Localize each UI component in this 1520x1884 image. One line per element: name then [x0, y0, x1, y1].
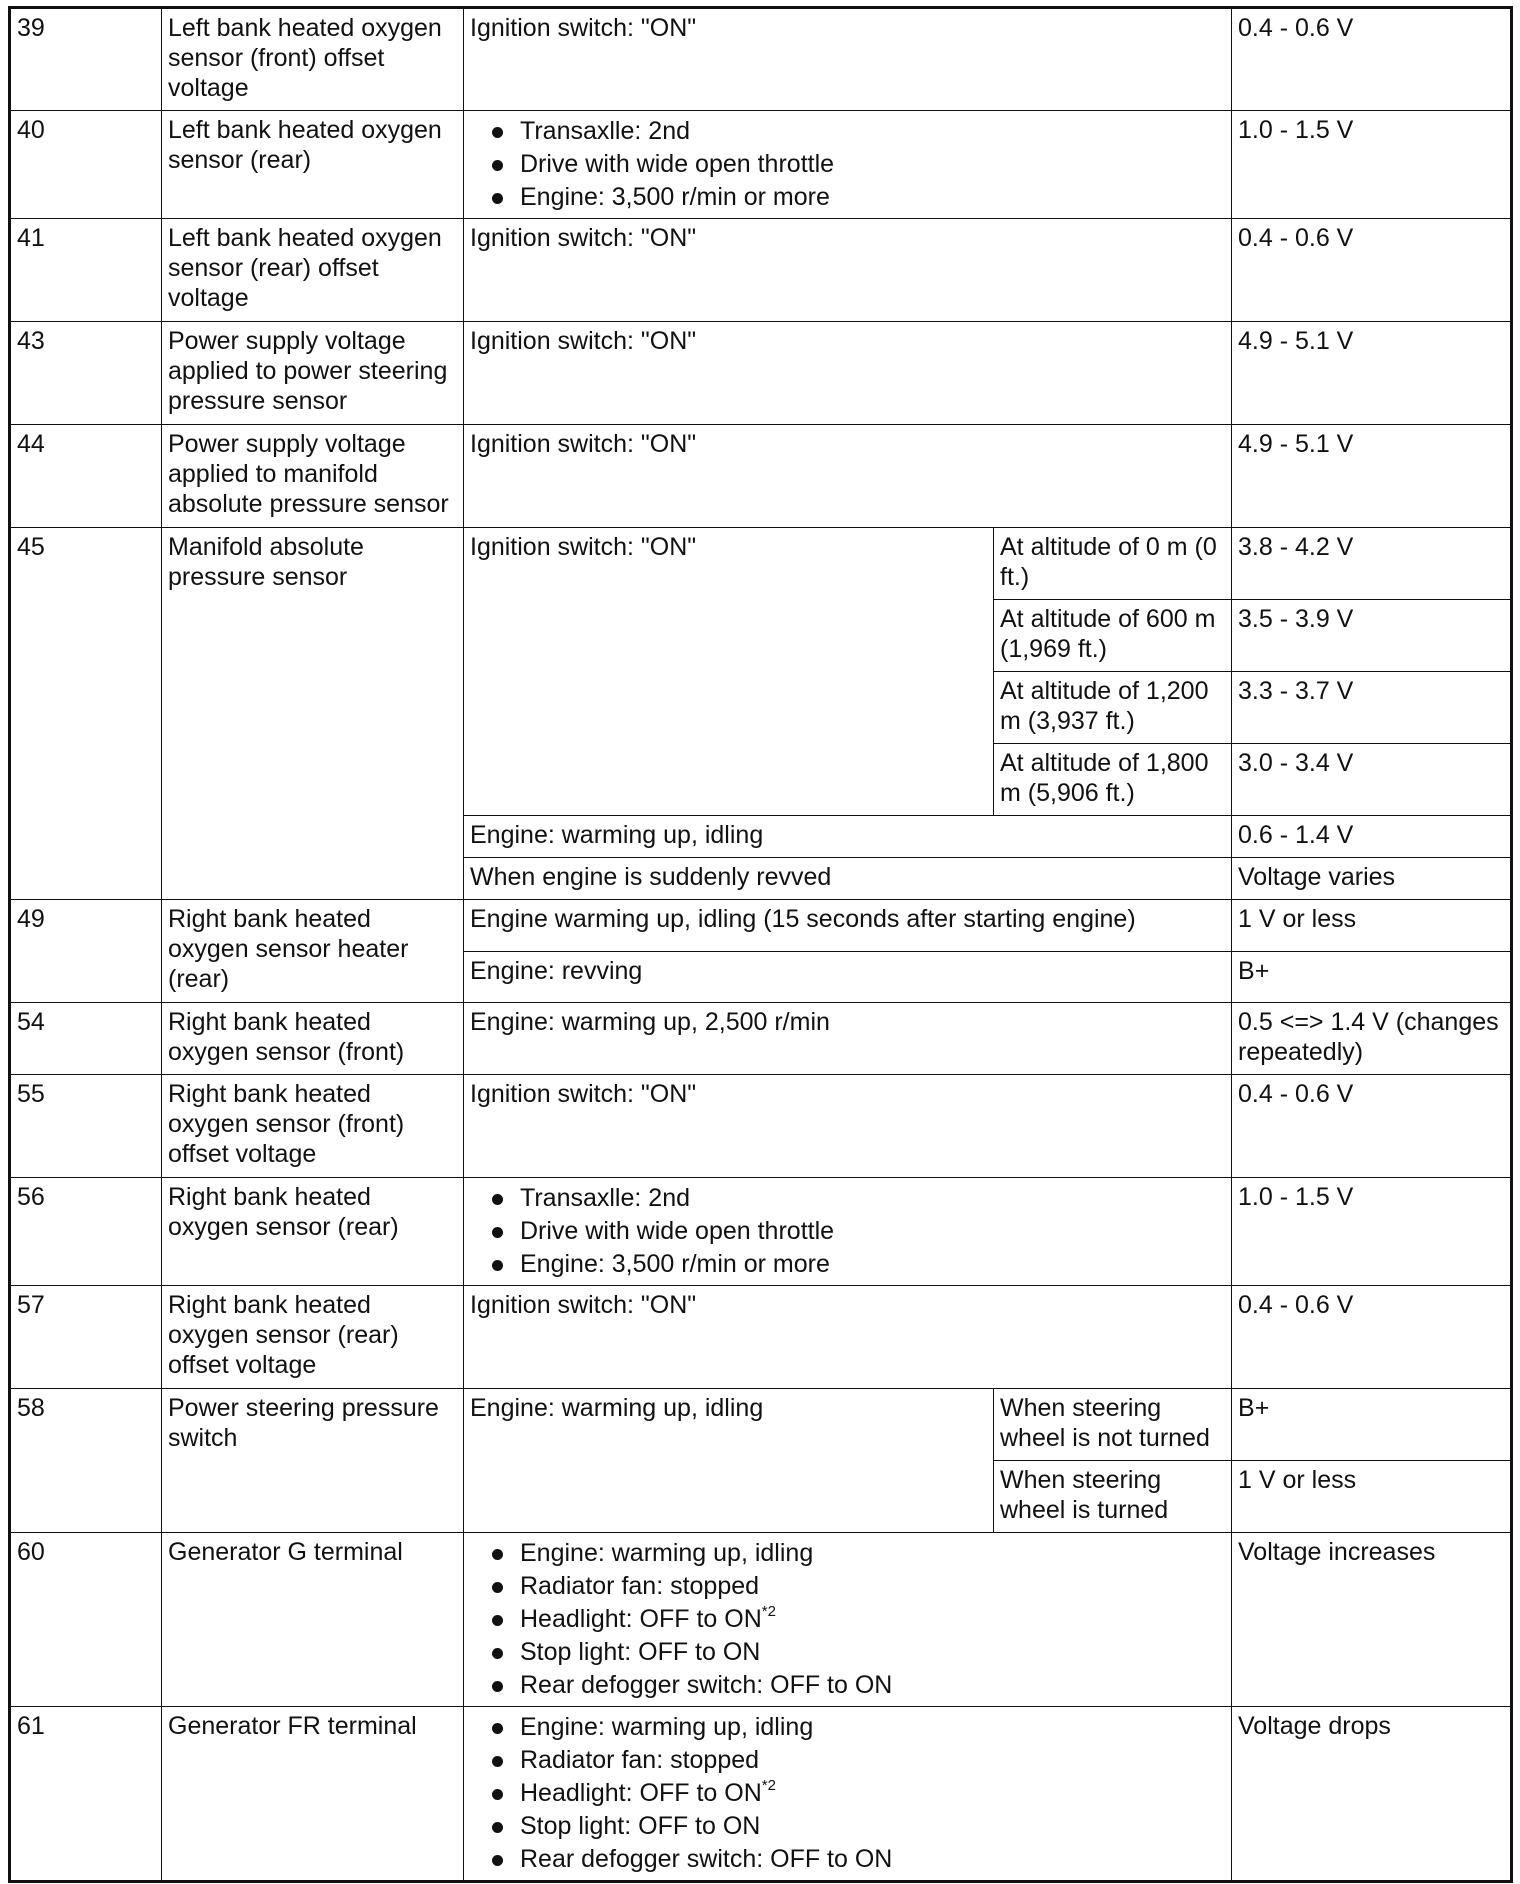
terminal-no: 61	[10, 1707, 162, 1882]
condition-cell: Engine: warming up, idling	[464, 816, 1232, 858]
list-item: Rear defogger switch: OFF to ON	[470, 1669, 1225, 1702]
condition-cell: Ignition switch: "ON"	[464, 8, 1232, 111]
value-cell: 4.9 - 5.1 V	[1232, 322, 1512, 425]
terminal-no: 43	[10, 322, 162, 425]
terminal-no: 60	[10, 1533, 162, 1707]
list-item: Radiator fan: stopped	[470, 1570, 1225, 1603]
condition-list	[470, 1182, 1225, 1281]
item-cell: Left bank heated oxygen sensor (rear)	[162, 111, 464, 219]
table-row	[10, 1003, 1512, 1075]
value-cell: Voltage varies	[1232, 858, 1512, 900]
sub-condition-cell: At altitude of 0 m (0 ft.)	[994, 528, 1232, 600]
item-cell: Right bank heated oxygen sensor (front) offset voltage	[162, 1075, 464, 1178]
condition-cell: When engine is suddenly revved	[464, 858, 1232, 900]
table-row	[10, 111, 1512, 219]
list-item: Stop light: OFF to ON	[470, 1636, 1225, 1669]
terminal-no: 45	[10, 528, 162, 900]
value-cell: 3.8 - 4.2 V	[1232, 528, 1512, 600]
table-row	[10, 1178, 1512, 1286]
value-cell: Voltage increases	[1232, 1533, 1512, 1707]
item-cell: Left bank heated oxygen sensor (rear) offset voltage	[162, 219, 464, 322]
terminal-no: 56	[10, 1178, 162, 1286]
value-cell: B+	[1232, 1389, 1512, 1461]
table-row	[10, 528, 1512, 600]
terminal-no: 40	[10, 111, 162, 219]
value-cell: 1 V or less	[1232, 900, 1512, 952]
item-cell: Generator FR terminal	[162, 1707, 464, 1882]
table-row	[10, 219, 1512, 322]
condition-cell: Ignition switch: "ON"	[464, 322, 1232, 425]
item-cell: Power supply voltage applied to power steering pressure sensor	[162, 322, 464, 425]
list-item: Engine: 3,500 r/min or more	[470, 1248, 1225, 1281]
footnote-mark: *2	[761, 1776, 776, 1794]
terminal-no: 44	[10, 425, 162, 528]
value-cell: 1.0 - 1.5 V	[1232, 111, 1512, 219]
list-item	[470, 1603, 1225, 1636]
terminal-no: 54	[10, 1003, 162, 1075]
terminal-no: 55	[10, 1075, 162, 1178]
table-row	[10, 1533, 1512, 1707]
condition-cell: Engine: warming up, 2,500 r/min	[464, 1003, 1232, 1075]
condition-list	[470, 115, 1225, 214]
value-cell: B+	[1232, 952, 1512, 1003]
sub-condition-cell: When steering wheel is not turned	[994, 1389, 1232, 1461]
list-item: Drive with wide open throttle	[470, 1215, 1225, 1248]
item-cell: Left bank heated oxygen sensor (front) offset voltage	[162, 8, 464, 111]
condition-cell: Ignition switch: "ON"	[464, 219, 1232, 322]
sub-condition-cell: At altitude of 1,800 m (5,906 ft.)	[994, 744, 1232, 816]
list-item: Engine: 3,500 r/min or more	[470, 181, 1225, 214]
table-row	[10, 8, 1512, 111]
list-item: Radiator fan: stopped	[470, 1744, 1225, 1777]
item-cell: Manifold absolute pressure sensor	[162, 528, 464, 900]
value-cell: 0.4 - 0.6 V	[1232, 1075, 1512, 1178]
list-item-text: Headlight: OFF to ON	[520, 1605, 762, 1633]
list-item: Engine: warming up, idling	[470, 1711, 1225, 1744]
condition-list	[470, 1537, 1225, 1702]
table-row	[10, 425, 1512, 528]
item-cell: Right bank heated oxygen sensor (front)	[162, 1003, 464, 1075]
value-cell: 1.0 - 1.5 V	[1232, 1178, 1512, 1286]
value-cell: 3.0 - 3.4 V	[1232, 744, 1512, 816]
table-row	[10, 1707, 1512, 1882]
value-cell: 4.9 - 5.1 V	[1232, 425, 1512, 528]
condition-cell: Ignition switch: "ON"	[464, 1075, 1232, 1178]
value-cell: 0.4 - 0.6 V	[1232, 1286, 1512, 1389]
terminal-no: 41	[10, 219, 162, 322]
value-cell: 3.5 - 3.9 V	[1232, 600, 1512, 672]
terminal-voltage-table	[8, 6, 1513, 1883]
condition-cell	[464, 1533, 1232, 1707]
condition-list	[470, 1711, 1225, 1876]
item-cell: Right bank heated oxygen sensor heater (rear)	[162, 900, 464, 1003]
list-item	[470, 1777, 1225, 1810]
condition-cell: Engine warming up, idling (15 seconds after starting engine)	[464, 900, 1232, 952]
item-cell: Right bank heated oxygen sensor (rear)	[162, 1178, 464, 1286]
item-cell: Power supply voltage applied to manifold absolute pressure sensor	[162, 425, 464, 528]
condition-cell: Ignition switch: "ON"	[464, 1286, 1232, 1389]
item-cell: Right bank heated oxygen sensor (rear) offset voltage	[162, 1286, 464, 1389]
list-item: Drive with wide open throttle	[470, 148, 1225, 181]
condition-cell: Ignition switch: "ON"	[464, 425, 1232, 528]
value-cell: 1 V or less	[1232, 1461, 1512, 1533]
condition-cell	[464, 1178, 1232, 1286]
table-row	[10, 900, 1512, 952]
value-cell: 3.3 - 3.7 V	[1232, 672, 1512, 744]
value-cell: 0.4 - 0.6 V	[1232, 8, 1512, 111]
terminal-no: 58	[10, 1389, 162, 1533]
footnote-mark: *2	[761, 1602, 776, 1620]
list-item: Rear defogger switch: OFF to ON	[470, 1843, 1225, 1876]
table-row	[10, 1075, 1512, 1178]
condition-cell: Ignition switch: "ON"	[464, 528, 994, 816]
condition-cell: Engine: revving	[464, 952, 1232, 1003]
value-cell: 0.5 <=> 1.4 V (changes repeatedly)	[1232, 1003, 1512, 1075]
value-cell: 0.6 - 1.4 V	[1232, 816, 1512, 858]
sub-condition-cell: At altitude of 600 m (1,969 ft.)	[994, 600, 1232, 672]
condition-cell	[464, 111, 1232, 219]
list-item-text: Headlight: OFF to ON	[520, 1779, 762, 1807]
table-row	[10, 1286, 1512, 1389]
list-item: Transaxlle: 2nd	[470, 115, 1225, 148]
list-item: Stop light: OFF to ON	[470, 1810, 1225, 1843]
list-item: Engine: warming up, idling	[470, 1537, 1225, 1570]
value-cell: 0.4 - 0.6 V	[1232, 219, 1512, 322]
value-cell: Voltage drops	[1232, 1707, 1512, 1882]
sub-condition-cell: When steering wheel is turned	[994, 1461, 1232, 1533]
terminal-no: 49	[10, 900, 162, 1003]
item-cell: Power steering pressure switch	[162, 1389, 464, 1533]
condition-cell: Engine: warming up, idling	[464, 1389, 994, 1533]
list-item: Transaxlle: 2nd	[470, 1182, 1225, 1215]
condition-cell	[464, 1707, 1232, 1882]
table-row	[10, 322, 1512, 425]
terminal-no: 57	[10, 1286, 162, 1389]
table-row	[10, 1389, 1512, 1461]
sub-condition-cell: At altitude of 1,200 m (3,937 ft.)	[994, 672, 1232, 744]
item-cell: Generator G terminal	[162, 1533, 464, 1707]
terminal-no: 39	[10, 8, 162, 111]
